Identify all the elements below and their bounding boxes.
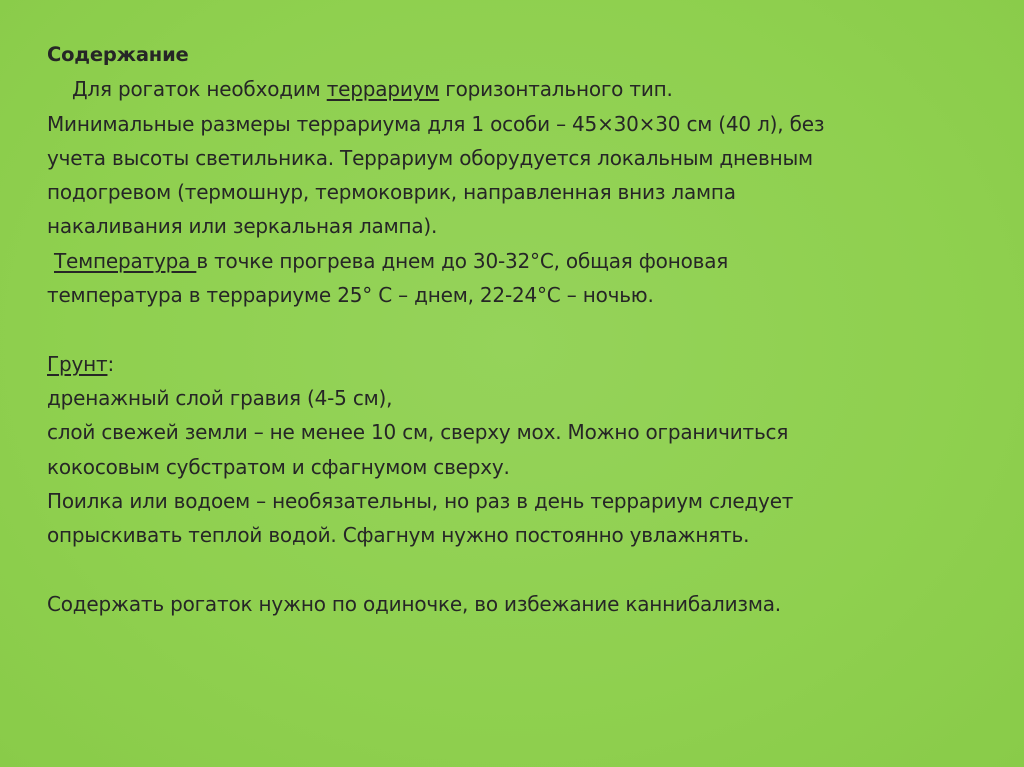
intro-line (47, 72, 987, 106)
gravel-line: дренажный слой гравия (4-5 см), (47, 385, 393, 410)
closing-line: Содержать рогаток нужно по одиночке, во избежание каннибализма. (47, 591, 781, 616)
lamp-height-line: учета высоты светильника. Террариум оборудуется локальным дневным (47, 145, 813, 170)
ground-title: Грунт (47, 351, 108, 376)
spacer (47, 552, 987, 586)
lamp-type-line: накаливания или зеркальная лампа). (47, 214, 438, 239)
content-text-block (47, 38, 987, 621)
temperature-line-rest: в точке прогрева днем до 30-32°С, общая фоновая (196, 248, 729, 273)
size-line: Минимальные размеры террариума для 1 особи – 45×30×30 см (40 л), без (47, 111, 825, 136)
soil-line: слой свежей земли – не менее 10 см, сверху мох. Можно ограничиться (47, 420, 789, 445)
water-line: Поилка или водоем – необязательны, но раз в день террариум следует (47, 488, 794, 513)
spacer (47, 312, 987, 346)
ground-colon: : (107, 351, 115, 376)
terrarium-term: террариум (326, 77, 440, 102)
substrate-line: кокосовым субстратом и сфагнумом сверху. (47, 454, 510, 479)
slide-heading: Содержание (47, 43, 189, 66)
intro-before: Для рогаток необходим (72, 77, 327, 102)
temperature-term: Температура (54, 248, 197, 273)
background-temperature-line: температура в террариуме 25° С – днем, 22-24°С – ночью. (47, 283, 654, 308)
spraying-line: опрыскивать теплой водой. Сфагнум нужно постоянно увлажнять. (47, 523, 750, 548)
temperature-line (47, 244, 987, 278)
ground-heading (47, 347, 987, 381)
intro-after: горизонтального тип. (439, 77, 673, 102)
heating-line: подогревом (термошнур, термоковрик, направленная вниз лампа (47, 180, 736, 205)
